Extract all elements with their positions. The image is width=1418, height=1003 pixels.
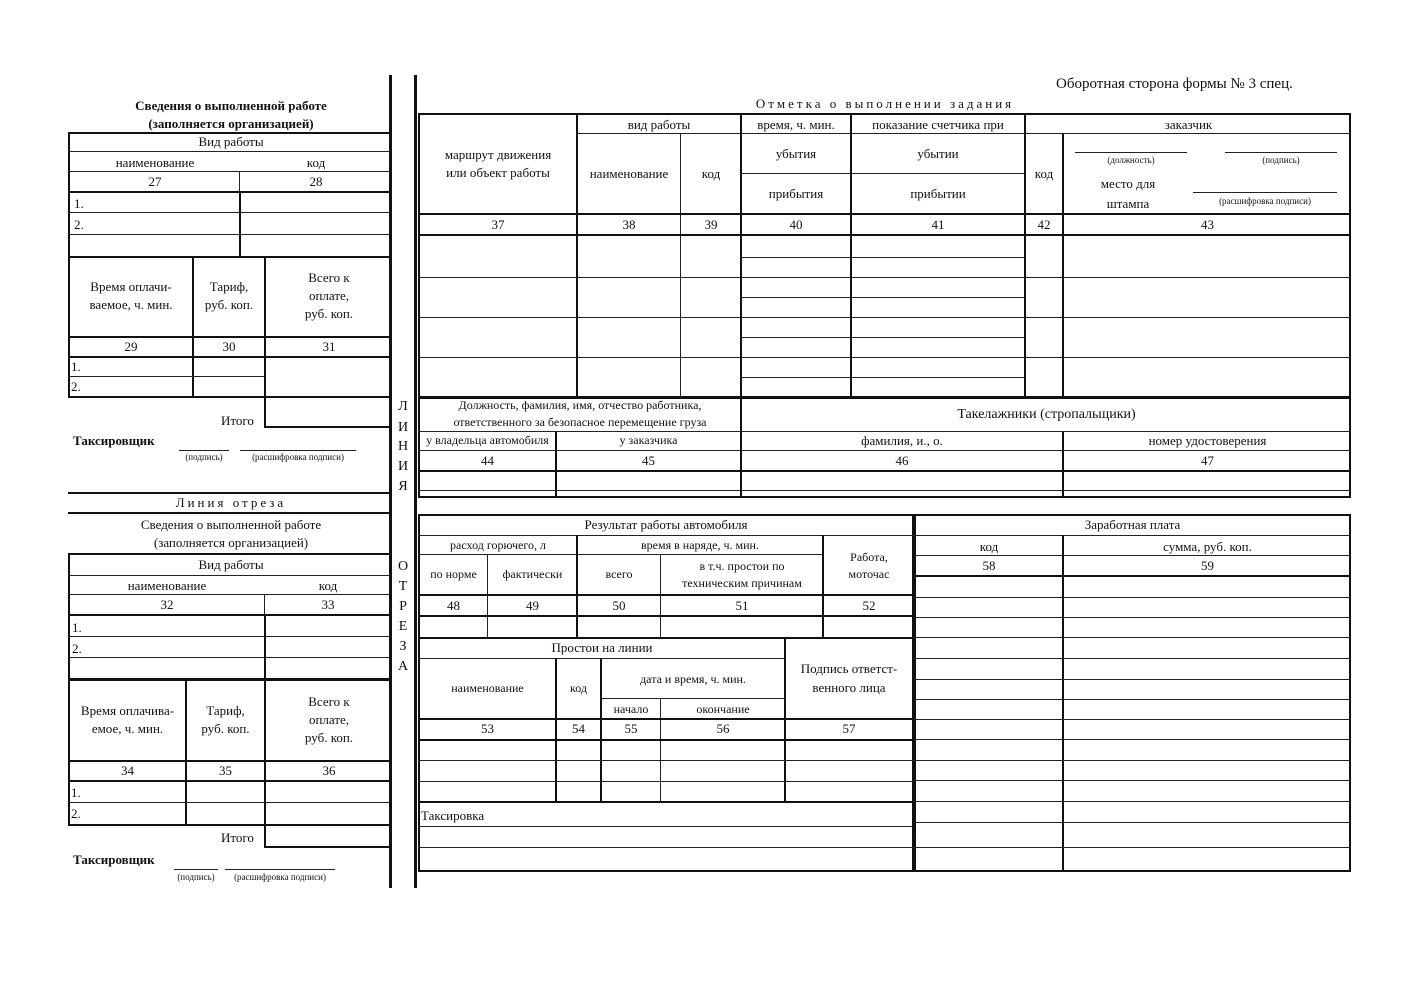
col-num-40: 40 [789, 217, 803, 232]
signature-decode-caption: (расшифровка подписи) [1219, 196, 1311, 206]
rule [68, 594, 392, 595]
col-num-54: 54 [572, 721, 585, 736]
rating-table [418, 802, 914, 872]
rule [914, 801, 1351, 802]
rule [914, 739, 1351, 740]
counter-label: показание счетчика при [872, 117, 1004, 132]
rule [68, 614, 392, 616]
cut-line-bottom [68, 512, 392, 514]
work-type-label-1: Вид работы [198, 134, 264, 149]
rule [418, 615, 914, 617]
rule [418, 594, 914, 596]
col-num-44: 44 [481, 453, 494, 468]
owner-label: у владельца автомобиля [426, 433, 549, 447]
row-label-1: 1. [72, 620, 82, 635]
total-field-1[interactable] [264, 398, 392, 428]
row-label-1: 1. [74, 196, 84, 211]
form-side-title: Оборотная сторона формы № 3 спец. [1056, 76, 1293, 92]
signature-decode-line[interactable] [240, 450, 356, 451]
col-num-47: 47 [1201, 453, 1214, 468]
rule [239, 191, 241, 258]
cut-line-top [68, 492, 392, 494]
certificate-label: номер удостоверения [1148, 433, 1267, 448]
total-label-1b: оплате, [308, 288, 350, 303]
rule [576, 133, 1351, 134]
col-num-36: 36 [322, 763, 336, 778]
rule [680, 133, 681, 398]
signature-decode-caption: (расшифровка подписи) [252, 452, 344, 462]
rule [68, 151, 392, 152]
rule [914, 760, 1351, 761]
rule [418, 718, 914, 720]
responsible-signature-label-b: венного лица [812, 680, 886, 695]
work-name-label: наименование [589, 166, 669, 181]
rater-label-1: Таксировщик [73, 433, 155, 448]
rule [914, 719, 1351, 720]
col-num-43: 43 [1201, 217, 1214, 232]
rule [68, 234, 392, 235]
total-label: Итого [221, 830, 254, 845]
col-num-55: 55 [624, 721, 638, 736]
signature-decode-line[interactable] [225, 869, 335, 870]
tech-idle-label-b: техническим причинам [682, 576, 802, 590]
col-num-46: 46 [895, 453, 909, 468]
cut-letter: Н [397, 439, 409, 454]
col-num-37: 37 [491, 217, 505, 232]
cut-letter: И [397, 459, 409, 474]
col-num-33: 33 [321, 597, 335, 612]
rule [914, 679, 1351, 680]
signature-line[interactable] [1225, 152, 1337, 153]
actual-label: фактически [502, 567, 563, 581]
signature-decode-line[interactable] [1193, 192, 1337, 193]
total-label-1c: руб. коп. [304, 306, 354, 321]
col-num-58: 58 [982, 558, 996, 573]
row-label-2: 2. [71, 379, 81, 394]
engine-hours-label-a: Работа, [850, 550, 888, 564]
rule [418, 535, 914, 536]
fuel-label: расход горючего, л [450, 538, 546, 552]
row-label-2: 2. [72, 641, 82, 656]
rule [914, 617, 1351, 618]
rule [68, 212, 392, 213]
rule [68, 171, 392, 172]
rule [914, 699, 1351, 700]
work-type-label: вид работы [627, 117, 691, 132]
rule [68, 780, 392, 782]
rule [660, 698, 661, 803]
total-label-2c: руб. коп. [304, 730, 354, 745]
tariff-label-2b: руб. коп. [201, 721, 250, 736]
cut-letter: Е [398, 619, 408, 634]
rule [1024, 113, 1026, 398]
salary-sum-label: сумма, руб. коп. [1163, 539, 1252, 554]
rule [576, 113, 578, 398]
col-num-29: 29 [124, 339, 138, 354]
rule [418, 431, 1351, 432]
counter-departure-label: убытии [917, 146, 959, 161]
col-num-39: 39 [704, 217, 718, 232]
rule [418, 826, 914, 827]
cut-letter: О [397, 559, 409, 574]
col-num-42: 42 [1037, 217, 1051, 232]
tariff-label-1a: Тариф, [209, 279, 249, 294]
rule [418, 277, 1351, 278]
vehicle-result-label: Результат работы автомобиля [584, 517, 748, 532]
rule [68, 191, 392, 193]
paid-time-label-2a: Время оплачива- [80, 703, 175, 718]
responsible-label-a: Должность, фамилия, имя, отчество работника, [458, 398, 702, 412]
total-label-2b: оплате, [308, 712, 350, 727]
cut-line-label: Линия отреза [175, 495, 287, 510]
paid-time-label-1b: ваемое, ч. мин. [89, 297, 173, 312]
signature-line[interactable] [179, 450, 229, 451]
rule [1062, 133, 1064, 398]
col-num-27: 27 [148, 174, 162, 189]
rating-label: Таксировка [421, 808, 485, 823]
col-num-35: 35 [219, 763, 232, 778]
work-code-label: код [701, 166, 721, 181]
rule [740, 337, 1024, 338]
tariff-label-2a: Тариф, [206, 703, 245, 718]
stamp-label-b: штампа [1106, 196, 1150, 211]
signature-decode-caption: (расшифровка подписи) [234, 872, 326, 882]
col-num-52: 52 [862, 598, 876, 613]
route-label-b: или объект работы [446, 165, 550, 180]
work-type-table-2 [68, 553, 392, 680]
rule [68, 376, 264, 377]
stamp-label-a: место для [1100, 176, 1156, 191]
col-num-50: 50 [612, 598, 626, 613]
name-col-label-1: наименование [115, 155, 195, 170]
rule [68, 575, 392, 576]
rule [418, 554, 823, 555]
rule [914, 658, 1351, 659]
riggers-label: Такелажники (стропальщики) [957, 407, 1136, 422]
end-label: окончание [696, 702, 750, 716]
position-line[interactable] [1075, 152, 1187, 153]
signature-line[interactable] [174, 869, 218, 870]
cut-letter: А [397, 659, 409, 674]
rule [418, 760, 914, 761]
route-label-a: маршрут движения [444, 147, 552, 162]
rule [185, 679, 187, 826]
norm-label: по норме [430, 567, 477, 581]
rule [740, 257, 1024, 258]
rule [418, 781, 914, 782]
salary-code-label: код [979, 539, 999, 554]
col-num-57: 57 [842, 721, 856, 736]
rule [914, 637, 1351, 638]
rule [914, 597, 1351, 598]
rule [418, 470, 1351, 472]
total-label: Итого [221, 413, 254, 428]
position-caption: (должность) [1107, 155, 1155, 165]
col-num-48: 48 [447, 598, 460, 613]
cut-letter: Я [398, 479, 408, 494]
task-mark-title: Отметка о выполнении задания [755, 96, 1015, 111]
work-type-label-2: Вид работы [198, 557, 264, 572]
rule [914, 555, 1351, 556]
responsible-signature-label-a: Подпись ответст- [800, 661, 898, 676]
col-num-31: 31 [322, 339, 336, 354]
idle-name-label: наименование [451, 681, 524, 695]
col-num-56: 56 [716, 721, 730, 736]
cut-letter: З [399, 639, 407, 654]
customer-label: заказчик [1164, 117, 1213, 132]
rule [68, 356, 392, 358]
col-num-32: 32 [160, 597, 174, 612]
rule [264, 614, 266, 680]
rule [914, 780, 1351, 781]
left-title-2: Сведения о выполненной работе [140, 517, 322, 532]
rater-label-2: Таксировщик [73, 852, 155, 867]
rule [914, 822, 1351, 823]
total-label-1a: Всего к [308, 270, 350, 285]
rule [914, 535, 1351, 536]
col-num-59: 59 [1201, 558, 1214, 573]
rule [418, 213, 1351, 215]
name-col-label-2: наименование [127, 578, 207, 593]
arrival-label: прибытия [768, 186, 824, 201]
start-label: начало [613, 702, 649, 716]
paid-time-label-1a: Время оплачи- [90, 279, 172, 294]
tech-idle-label-a: в т.ч. простои по [699, 559, 785, 573]
left-subtitle-2: (заполняется организацией) [153, 535, 309, 550]
cut-letter: И [397, 420, 409, 435]
rule [68, 657, 392, 658]
col-num-28: 28 [309, 174, 323, 189]
rule [914, 575, 1351, 577]
left-subtitle-1: (заполняется организацией) [148, 116, 314, 131]
col-num-38: 38 [622, 217, 636, 232]
signature-caption: (подпись) [185, 452, 223, 462]
paid-time-label-2b: емое, ч. мин. [91, 721, 164, 736]
cut-line-left-border [389, 75, 392, 888]
total-label-2a: Всего к [308, 694, 350, 709]
rule [418, 847, 914, 848]
rule [418, 357, 1351, 358]
col-num-51: 51 [735, 598, 749, 613]
col-num-53: 53 [481, 721, 494, 736]
col-num-41: 41 [931, 217, 945, 232]
signature-caption: (подпись) [1262, 155, 1300, 165]
rule [418, 450, 1351, 451]
row-label-1: 1. [71, 785, 81, 800]
customer-side-label: у заказчика [619, 433, 678, 447]
rule [660, 554, 661, 639]
engine-hours-label-b: моточас [848, 567, 890, 581]
cut-letter: Р [399, 599, 407, 614]
code-col-label-1: код [306, 155, 326, 170]
idle-code-label: код [570, 681, 587, 695]
rule [418, 234, 1351, 236]
cut-letter: Л [398, 399, 408, 414]
col-num-45: 45 [642, 453, 655, 468]
rule [914, 847, 1351, 848]
left-title-1: Сведения о выполненной работе [135, 98, 327, 113]
fio-label: фамилия, и., о. [861, 433, 943, 448]
total-field-2[interactable] [264, 826, 392, 848]
duty-time-label: время в наряде, ч. мин. [641, 538, 759, 552]
code-col-label-2: код [318, 578, 338, 593]
cut-letter: Т [398, 579, 408, 594]
signature-caption: (подпись) [177, 872, 215, 882]
rule [418, 739, 914, 741]
tariff-label-1b: руб. коп. [204, 297, 254, 312]
rule [740, 377, 1024, 378]
col-num-30: 30 [222, 339, 236, 354]
rule [68, 336, 392, 338]
rule [264, 594, 265, 615]
row-label-1: 1. [71, 359, 81, 374]
total-time-label: всего [605, 567, 633, 581]
customer-code-label: код [1034, 166, 1054, 181]
rule [600, 698, 785, 699]
datetime-label: дата и время, ч. мин. [640, 672, 746, 686]
salary-label: Заработная плата [1084, 517, 1181, 532]
col-num-49: 49 [526, 598, 539, 613]
row-label-2: 2. [74, 217, 84, 232]
rule [68, 802, 392, 803]
rule [68, 636, 392, 637]
rule [740, 173, 1024, 174]
idle-label: Простои на линии [551, 640, 653, 655]
rule [68, 760, 392, 762]
col-num-34: 34 [121, 763, 134, 778]
rule [239, 171, 240, 192]
rule [418, 317, 1351, 318]
rule [418, 490, 1351, 491]
row-label-2: 2. [71, 806, 81, 821]
time-label: время, ч. мин. [757, 117, 835, 132]
rule [487, 554, 488, 639]
rule [740, 297, 1024, 298]
responsible-label-b: ответственного за безопасное перемещение груза [453, 415, 707, 429]
cut-line-right-border [414, 75, 417, 888]
departure-label: убытия [775, 146, 817, 161]
counter-arrival-label: прибытии [910, 186, 966, 201]
